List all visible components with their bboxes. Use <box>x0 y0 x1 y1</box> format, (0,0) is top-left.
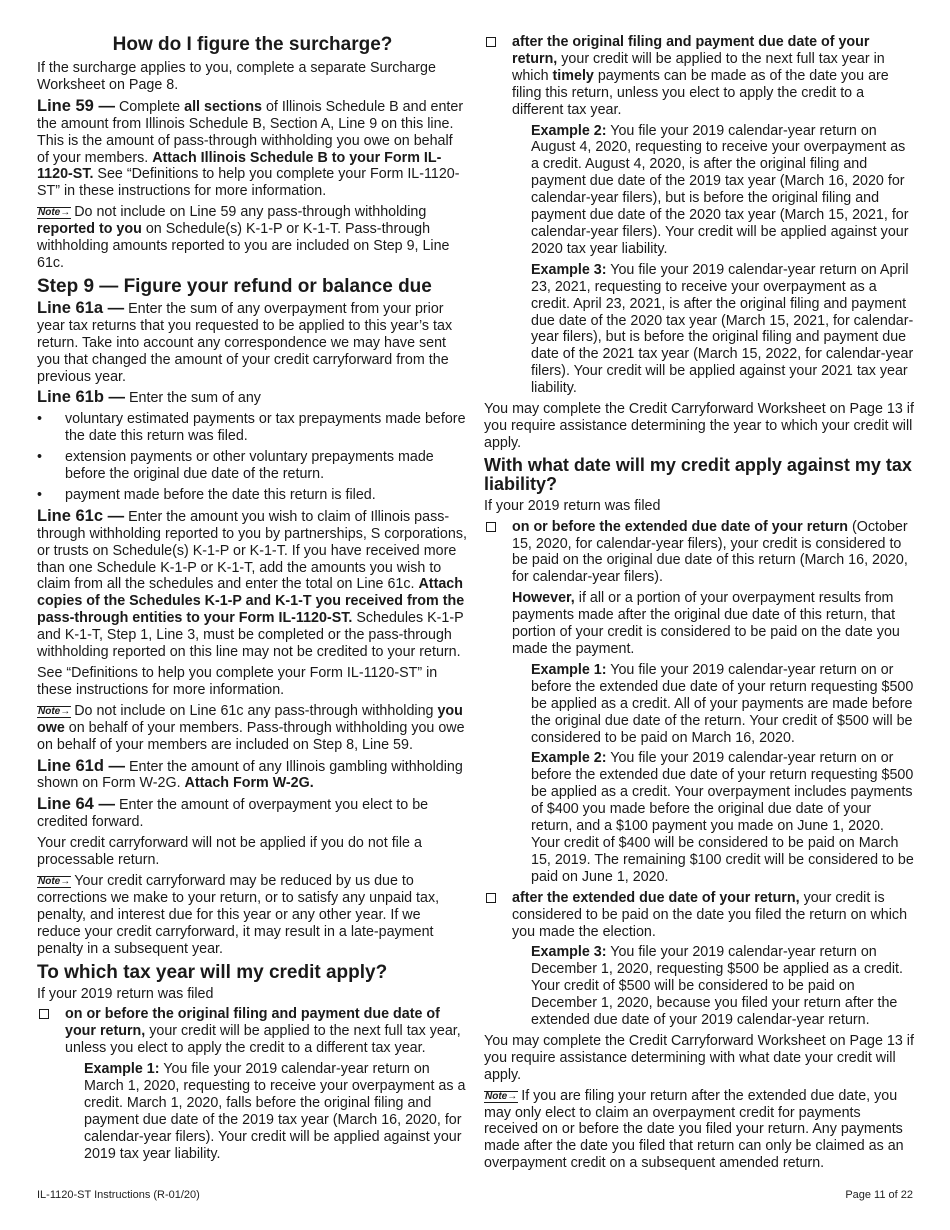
check2-bold-1: after the original filing and payment due date of your return, <box>512 34 870 67</box>
checkbox-item-after-original-due-date <box>484 34 914 119</box>
credit-date-heading: With what date will my credit apply against my tax liability? <box>484 454 912 494</box>
line61d-text: Enter the amount of any Illinois gambling withholding shown on Form W-2G. <box>37 758 463 792</box>
line61b-text: Enter the sum of any <box>129 390 261 407</box>
tax-year-heading: To which tax year will my credit apply? <box>37 961 388 983</box>
checkbox-icon <box>486 893 496 903</box>
bullet-icon: • <box>37 411 43 428</box>
line61a-text: Enter the sum of any overpayment from your prior year tax returns that you requested to be applied to this year’s tax return. Take into account any correspondence we may have sent you that changed the amount of your credit carryforward from the previous year. <box>37 300 453 385</box>
line61c-bold: Attach copies of the Schedules K-1-P and K-1-T you received from the pass-through entities to your Form IL-1120-ST. <box>37 576 465 627</box>
footer-form-id: IL-1120-ST Instructions (R-01/20) <box>37 1189 200 1201</box>
example2-text: You file your 2019 calendar-year return on August 4, 2020, requesting to receive your overpayment as a credit. August 4, 2020, is after the original filing and payment due date of the 2019 tax year (March 16, 2020 for calendar-year filers), but is before the original filing and payment due date of the 2020 tax year (March 15, 2021, for calendar-year filers). Your credit will be applied against your 2020 tax year liability. <box>531 122 909 257</box>
if-filed-left: If your 2019 return was filed <box>37 985 214 1002</box>
example-1-credit-date <box>531 662 914 747</box>
checkbox-item-after-extended-due-date <box>484 890 914 941</box>
check3-bold: on or before the extended due date of your return <box>512 518 849 535</box>
step9-heading: Step 9 — Figure your refund or balance due <box>37 275 432 297</box>
note1-text-2: on Schedule(s) K-1-P or K-1-T. Pass-through withholding amounts reported to you are included on Step 9, Line 61c. <box>37 221 450 271</box>
example-2-tax-year <box>531 123 914 258</box>
note-icon: Note→ <box>38 705 71 717</box>
example3-text: You file your 2019 calendar-year return on April 23, 2021, requesting to receive your overpayment as a credit. April 23, 2021, is after the original filing and payment due date of the 2020 tax year (March 15, 2021, for calendar-year filers), but is before the original filing and payment due date of the 2021 tax year (March 15, 2022, for calendar-year filers). Your credit will be applied against your 2021 tax year liability. <box>531 261 914 397</box>
list-item: • payment made before the date this return is filed. <box>37 486 376 503</box>
line61d-paragraph <box>37 758 468 793</box>
example-3-credit-date <box>531 944 914 1029</box>
however-paragraph <box>512 590 914 658</box>
line61d-label: Line 61d — <box>37 756 126 775</box>
checkbox-item-original-due-date <box>37 1006 468 1057</box>
check2-bold-2: timely <box>552 67 594 84</box>
footer-page-number: Page 11 of 22 <box>845 1189 913 1201</box>
line61b-label: Line 61b — <box>37 388 126 407</box>
line59-text-2: of Illinois Schedule B and enter the amount from Illinois Schedule B, Section A, Line 9 on this line. This is the amount of pass-through withholding you owe on behalf of your members. <box>37 98 464 166</box>
d-example2-label: Example 2: <box>531 750 607 767</box>
line64-text: Enter the amount of overpayment you elect to be credited forward. <box>37 797 429 831</box>
worksheet-year-text: You may complete the Credit Carryforward Worksheet on Page 13 if you require assistance determining the year to which your credit will apply. <box>484 401 914 451</box>
line61c-text-1: Enter the amount you wish to claim of Illinois pass-through withholding reported to you by partnerships, S corporations, or trusts on Schedule(s) K-1-P or K-1-T. If you have received more than one Schedule K-1-P or K-1-T, add the amounts you wish to claim from all the schedules and enter the total on Line 61c. <box>37 508 467 593</box>
line61b-paragraph <box>37 389 468 407</box>
checkbox-icon <box>39 1009 49 1019</box>
check3-text: (October 15, 2020, for calendar-year filers), your credit is considered to be paid on the original due date of this return (March 16, 2020, for calendar-year filers). <box>512 518 908 586</box>
d-example2-text: You file your 2019 calendar-year return on or before the extended due date of your return requesting $500 be applied as a credit. Your overpayment includes payments of $400 you made before the original due date of your return, and a $100 payment you made on June 1, 2020. Your credit of $400 will be considered to be paid on March 15, 2019. The remaining $100 credit will be considered to be paid on June 1, 2020. <box>531 750 914 885</box>
surcharge-intro: If the surcharge applies to you, complete a separate Surcharge Worksheet on Page 8. <box>37 60 436 93</box>
check2-text-1: your credit will be applied to the next full tax year in which <box>512 50 885 84</box>
note-icon: Note→ <box>485 1090 518 1102</box>
note4-text: If you are filing your return after the extended due date, you may only elect to claim an overpayment credit for payments received on or before the date you filed your return. Any payments made after the date you filed that return can only be claimed as an overpayment credit on a subsequent amended return. <box>484 1087 904 1172</box>
line61b-bullet-list <box>37 411 468 504</box>
left-column <box>37 34 468 1167</box>
example2-label: Example 2: <box>531 122 607 139</box>
example1-label: Example 1: <box>84 1061 160 1078</box>
line61a-label: Line 61a — <box>37 298 125 317</box>
d-example1-text: You file your 2019 calendar-year return on or before the extended due date of your return requesting $500 be applied as a credit. All of your payments are made before the original due date of the return. Your credit of $500 will be considered to be paid on March 16, 2020. <box>531 661 914 746</box>
line61a-paragraph <box>37 300 468 386</box>
note2-text-2: on behalf of your members. Pass-through withholding you owe on behalf of your members are included on Step 8, Line 59. <box>37 719 465 753</box>
check1-text: your credit will be applied to the next full tax year, unless you elect to apply the credit to a different tax year. <box>65 1023 461 1057</box>
note2-text-1: Do not include on Line 61c any pass-through withholding <box>74 702 434 719</box>
note-1 <box>37 204 468 272</box>
d-example3-text: You file your 2019 calendar-year return on December 1, 2020, requesting $500 be applied as a credit. Your credit of $500 will be considered to be paid on December 1, 2020, because you filed your return after the extended due date of your 2019 calendar-year return. <box>531 944 903 1029</box>
line59-text-3: See “Definitions to help you complete your Form IL-1120-ST” in these instructions for more information. <box>37 166 460 200</box>
example-1-tax-year <box>84 1061 468 1162</box>
note-icon: Note→ <box>38 875 71 887</box>
checkbox-icon <box>486 522 496 532</box>
check4-text: your credit is considered to be paid on the date you filed the return on which you made the election. <box>512 889 908 940</box>
list-item: • extension payments or other voluntary prepayments made before the original due date of the return. <box>37 449 434 483</box>
note-4 <box>484 1088 914 1173</box>
check1-bold: on or before the original filing and payment due date of your return, <box>65 1006 440 1040</box>
note1-text-1: Do not include on Line 59 any pass-through withholding <box>74 204 427 221</box>
example-3-tax-year <box>531 262 914 397</box>
line59-bold-1: all sections <box>184 98 262 115</box>
note2-bold: you owe <box>37 702 463 736</box>
note3-text: Your credit carryforward may be reduced by us due to corrections we make to your return, or to satisfy any unpaid tax, penalty, and interest due for this year or any other year. If we reduce your credit carryforward, it may result in a late-payment penalty in a subsequent year. <box>37 872 440 957</box>
check2-text-2: payments can be made as of the date you are filing this return, unless you elect to apply the credit to a different tax year. <box>512 67 889 118</box>
line61d-bold: Attach Form W-2G. <box>184 775 314 792</box>
line64-label: Line 64 — <box>37 795 115 814</box>
bullet-icon: • <box>37 486 43 503</box>
line61c-label: Line 61c — <box>37 506 125 525</box>
if-filed-right: If your 2019 return was filed <box>484 497 661 514</box>
line61c-text-2: Schedules K-1-P and K-1-T, Step 1, Line 3, must be completed or the pass-through withholding reported on this line may not be credited to your return. <box>37 610 464 661</box>
note1-bold: reported to you <box>37 221 142 238</box>
line61c-paragraph <box>37 508 468 661</box>
line59-bold-2: Attach Illinois Schedule B to your Form IL-1120-ST. <box>37 149 442 183</box>
example-2-credit-date <box>531 750 914 885</box>
note-3 <box>37 873 468 958</box>
right-column <box>484 34 914 1176</box>
carryforward-text: Your credit carryforward will not be applied if you do not file a processable return. <box>37 835 422 869</box>
list-item: • voluntary estimated payments or tax prepayments made before the date this return was filed. <box>37 411 466 445</box>
d-example1-label: Example 1: <box>531 661 607 678</box>
example3-label: Example 3: <box>531 261 607 278</box>
line64-paragraph <box>37 796 468 831</box>
however-bold: However, <box>512 590 575 607</box>
bullet-icon: • <box>37 449 43 466</box>
however-text: if all or a portion of your overpayment results from payments made after the original due date of this return, that portion of your credit is considered to be paid on the date you made the payment. <box>512 590 900 657</box>
surcharge-heading: How do I figure the surcharge? <box>112 34 393 55</box>
line59-paragraph <box>37 98 468 200</box>
check4-bold: after the extended due date of your return, <box>512 889 800 906</box>
line59-text-1: Complete <box>118 98 181 115</box>
see-definitions: See “Definitions to help you complete your Form IL-1120-ST” in these instructions for more information. <box>37 665 438 698</box>
checkbox-item-extended-due-date <box>484 519 914 587</box>
note-icon: Note→ <box>38 207 71 219</box>
d-example3-label: Example 3: <box>531 944 607 961</box>
worksheet-date-text: You may complete the Credit Carryforward Worksheet on Page 13 if you require assistance determining with what date your credit will apply. <box>484 1032 914 1083</box>
line59-label: Line 59 — <box>37 96 115 115</box>
example1-text: You file your 2019 calendar-year return on March 1, 2020, requesting to receive your overpayment as a credit. March 1, 2020, falls before the original filing and payment due date of the 2019 tax year (March 16, 2020, for calendar-year filers). Your credit will be applied against your 2019 tax year liability. <box>84 1061 466 1162</box>
checkbox-icon <box>486 37 496 47</box>
note-2 <box>37 703 468 754</box>
